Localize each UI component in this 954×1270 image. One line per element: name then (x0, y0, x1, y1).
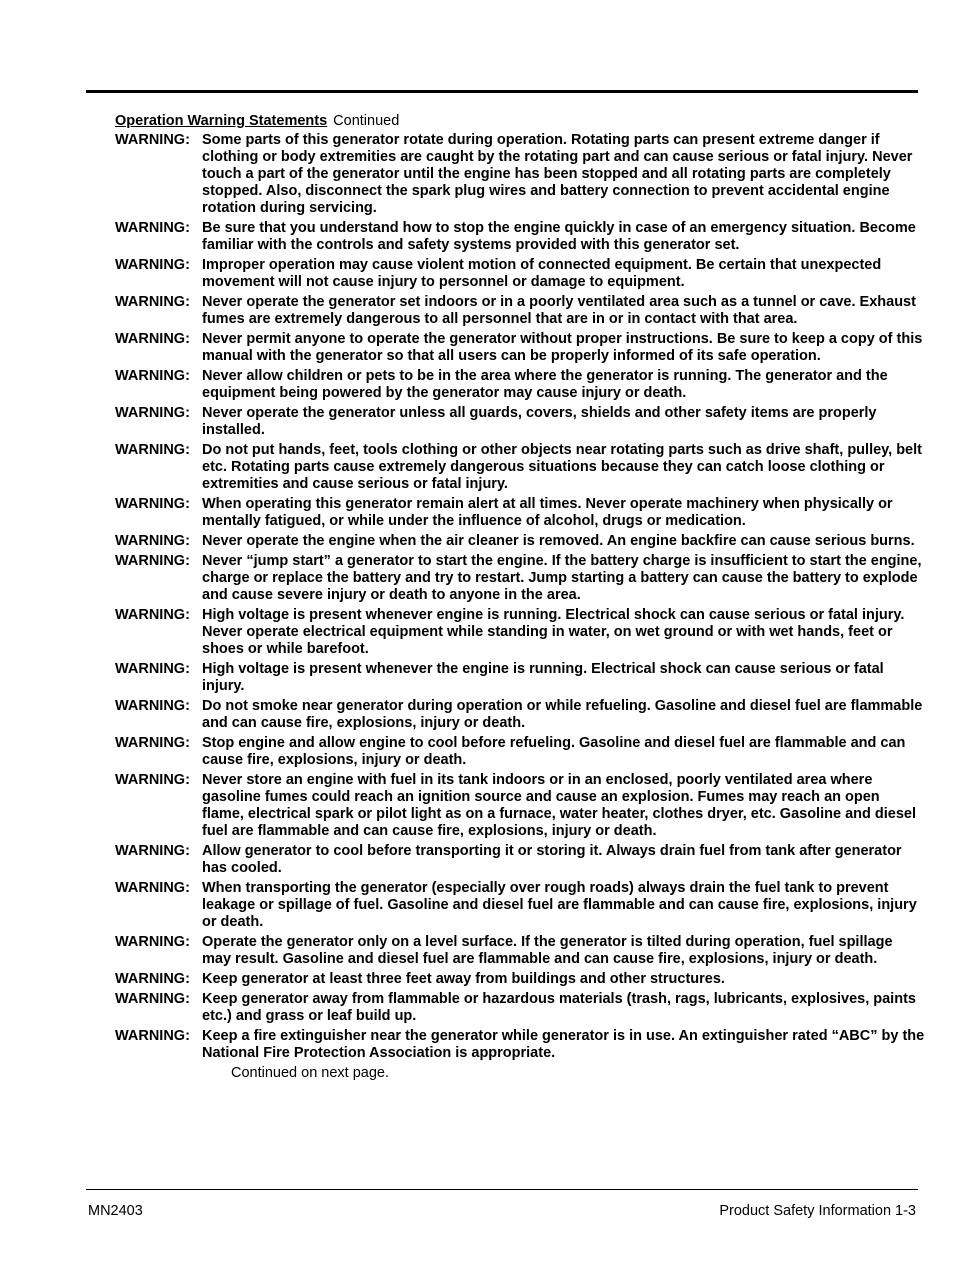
warning-item (115, 368, 925, 402)
warning-text: High voltage is present whenever engine is running. Electrical shock can cause serious or fatal injury. Never operate electrical equipment while standing in water, on wet ground or with wet hands, feet or shoes or while barefoot. (202, 607, 905, 657)
warning-item (115, 971, 925, 988)
warning-label: WARNING: (115, 971, 190, 987)
warning-label: WARNING: (115, 442, 190, 458)
warning-label: WARNING: (115, 607, 190, 623)
warning-label: WARNING: (115, 257, 190, 273)
warning-section (115, 112, 925, 1082)
warning-text: Allow generator to cool before transporting it or storing it. Always drain fuel from tank after generator has cooled. (202, 843, 902, 876)
footer-doc-number: MN2403 (88, 1203, 143, 1219)
warning-item (115, 934, 925, 968)
warning-label: WARNING: (115, 496, 190, 512)
warning-text: Never allow children or pets to be in the area where the generator is running. The generator and the equipment being powered by the generator may cause injury or death. (202, 368, 888, 401)
warning-list (115, 132, 925, 1062)
warning-text: Never permit anyone to operate the generator without proper instructions. Be sure to keep a copy of this manual with the generator so that all users can be properly informed of its safe operation. (202, 331, 923, 364)
warning-label: WARNING: (115, 368, 190, 384)
warning-item (115, 661, 925, 695)
warning-item (115, 735, 925, 769)
continued-next-note: Continued on next page. (231, 1065, 390, 1081)
warning-text: Keep generator away from flammable or hazardous materials (trash, rags, lubricants, explosives, paints etc.) and grass or leaf build up. (202, 991, 916, 1024)
warning-label: WARNING: (115, 843, 190, 859)
footer-page-label: Product Safety Information 1-3 (719, 1203, 916, 1219)
section-continued-label: Continued (333, 113, 400, 129)
warning-text: Never operate the engine when the air cleaner is removed. An engine backfire can cause serious burns. (202, 533, 915, 549)
warning-item (115, 405, 925, 439)
warning-text: Stop engine and allow engine to cool before refueling. Gasoline and diesel fuel are flammable and can cause fire, explosions, injury or death. (202, 735, 906, 768)
warning-text: Operate the generator only on a level surface. If the generator is tilted during operation, fuel spillage may result. Gasoline and diesel fuel are flammable and can cause fire, explosions, injury or death. (202, 934, 893, 967)
warning-label: WARNING: (115, 735, 190, 751)
section-heading (115, 112, 925, 130)
warning-text: Improper operation may cause violent motion of connected equipment. Be certain that unexpected movement will not cause injury to personnel or damage to equipment. (202, 257, 882, 290)
warning-label: WARNING: (115, 220, 190, 236)
bottom-rule (86, 1189, 918, 1190)
warning-item (115, 331, 925, 365)
warning-label: WARNING: (115, 991, 190, 1007)
warning-item (115, 533, 925, 550)
warning-item (115, 257, 925, 291)
warning-item (115, 496, 925, 530)
warning-text: Never operate the generator unless all guards, covers, shields and other safety items are properly installed. (202, 405, 877, 438)
warning-item (115, 843, 925, 877)
warning-item (115, 1028, 925, 1062)
warning-text: Keep generator at least three feet away from buildings and other structures. (202, 971, 725, 987)
warning-text: Never operate the generator set indoors or in a poorly ventilated area such as a tunnel or cave. Exhaust fumes are extremely dangerous to all personnel that are in or in contact with that area. (202, 294, 916, 327)
warning-text: When transporting the generator (especially over rough roads) always drain the fuel tank to prevent leakage or spillage of fuel. Gasoline and diesel fuel are flammable and can cause fire, explosions, injury or death. (202, 880, 917, 930)
warning-label: WARNING: (115, 294, 190, 310)
section-title: Operation Warning Statements (115, 113, 328, 129)
warning-label: WARNING: (115, 533, 190, 549)
warning-label: WARNING: (115, 698, 190, 714)
warning-label: WARNING: (115, 880, 190, 896)
warning-text: Do not put hands, feet, tools clothing or other objects near rotating parts such as drive shaft, pulley, belt etc. Rotating parts cause extremely dangerous situations because they can catch loose clothing or extremities and cause serious or fatal injury. (202, 442, 922, 492)
warning-text: Some parts of this generator rotate during operation. Rotating parts can present extreme danger if clothing or body extremities are caught by the rotating part and can cause serious or fatal injury. Never touch a part of the generator until the engine has been stopped and all rotating parts are completely stopped. Also, disconnect the spark plug wires and battery connection to prevent accidental engine rotation during servicing. (202, 132, 913, 216)
warning-item (115, 442, 925, 493)
warning-item (115, 698, 925, 732)
warning-label: WARNING: (115, 405, 190, 421)
warning-label: WARNING: (115, 661, 190, 677)
warning-item (115, 991, 925, 1025)
warning-label: WARNING: (115, 1028, 190, 1044)
warning-text: Never “jump start” a generator to start the engine. If the battery charge is insufficient to start the engine, charge or replace the battery and try to restart. Jump starting a battery can cause the battery to explode and cause severe injury or death to anyone in the area. (202, 553, 922, 603)
warning-item (115, 294, 925, 328)
warning-label: WARNING: (115, 331, 190, 347)
warning-item (115, 880, 925, 931)
warning-item (115, 607, 925, 658)
warning-text: Keep a fire extinguisher near the generator while generator is in use. An extinguisher rated “ABC” by the National Fire Protection Association is appropriate. (202, 1028, 925, 1061)
warning-item (115, 220, 925, 254)
warning-item (115, 132, 925, 217)
warning-item (115, 553, 925, 604)
warning-text: Never store an engine with fuel in its tank indoors or in an enclosed, poorly ventilated area where gasoline fumes could reach an ignition source and cause an explosion. Fumes may reach an open flame, electrical spark or pilot light as on a furnace, water heater, clothes dryer, etc. Gasoline and diesel fuel are flammable and can cause fire, explosions, injury or death. (202, 772, 916, 839)
warning-item (115, 772, 925, 840)
warning-text: High voltage is present whenever the engine is running. Electrical shock can cause serious or fatal injury. (202, 661, 884, 694)
warning-label: WARNING: (115, 772, 190, 788)
warning-label: WARNING: (115, 132, 190, 148)
warning-text: When operating this generator remain alert at all times. Never operate machinery when physically or mentally fatigued, or while under the influence of alcohol, drugs or medication. (202, 496, 893, 529)
warning-label: WARNING: (115, 934, 190, 950)
top-rule (86, 90, 918, 93)
warning-label: WARNING: (115, 553, 190, 569)
warning-text: Do not smoke near generator during operation or while refueling. Gasoline and diesel fuel are flammable and can cause fire, explosions, injury or death. (202, 698, 923, 731)
warning-text: Be sure that you understand how to stop the engine quickly in case of an emergency situation. Become familiar with the controls and safety systems provided with this generator set. (202, 220, 916, 253)
